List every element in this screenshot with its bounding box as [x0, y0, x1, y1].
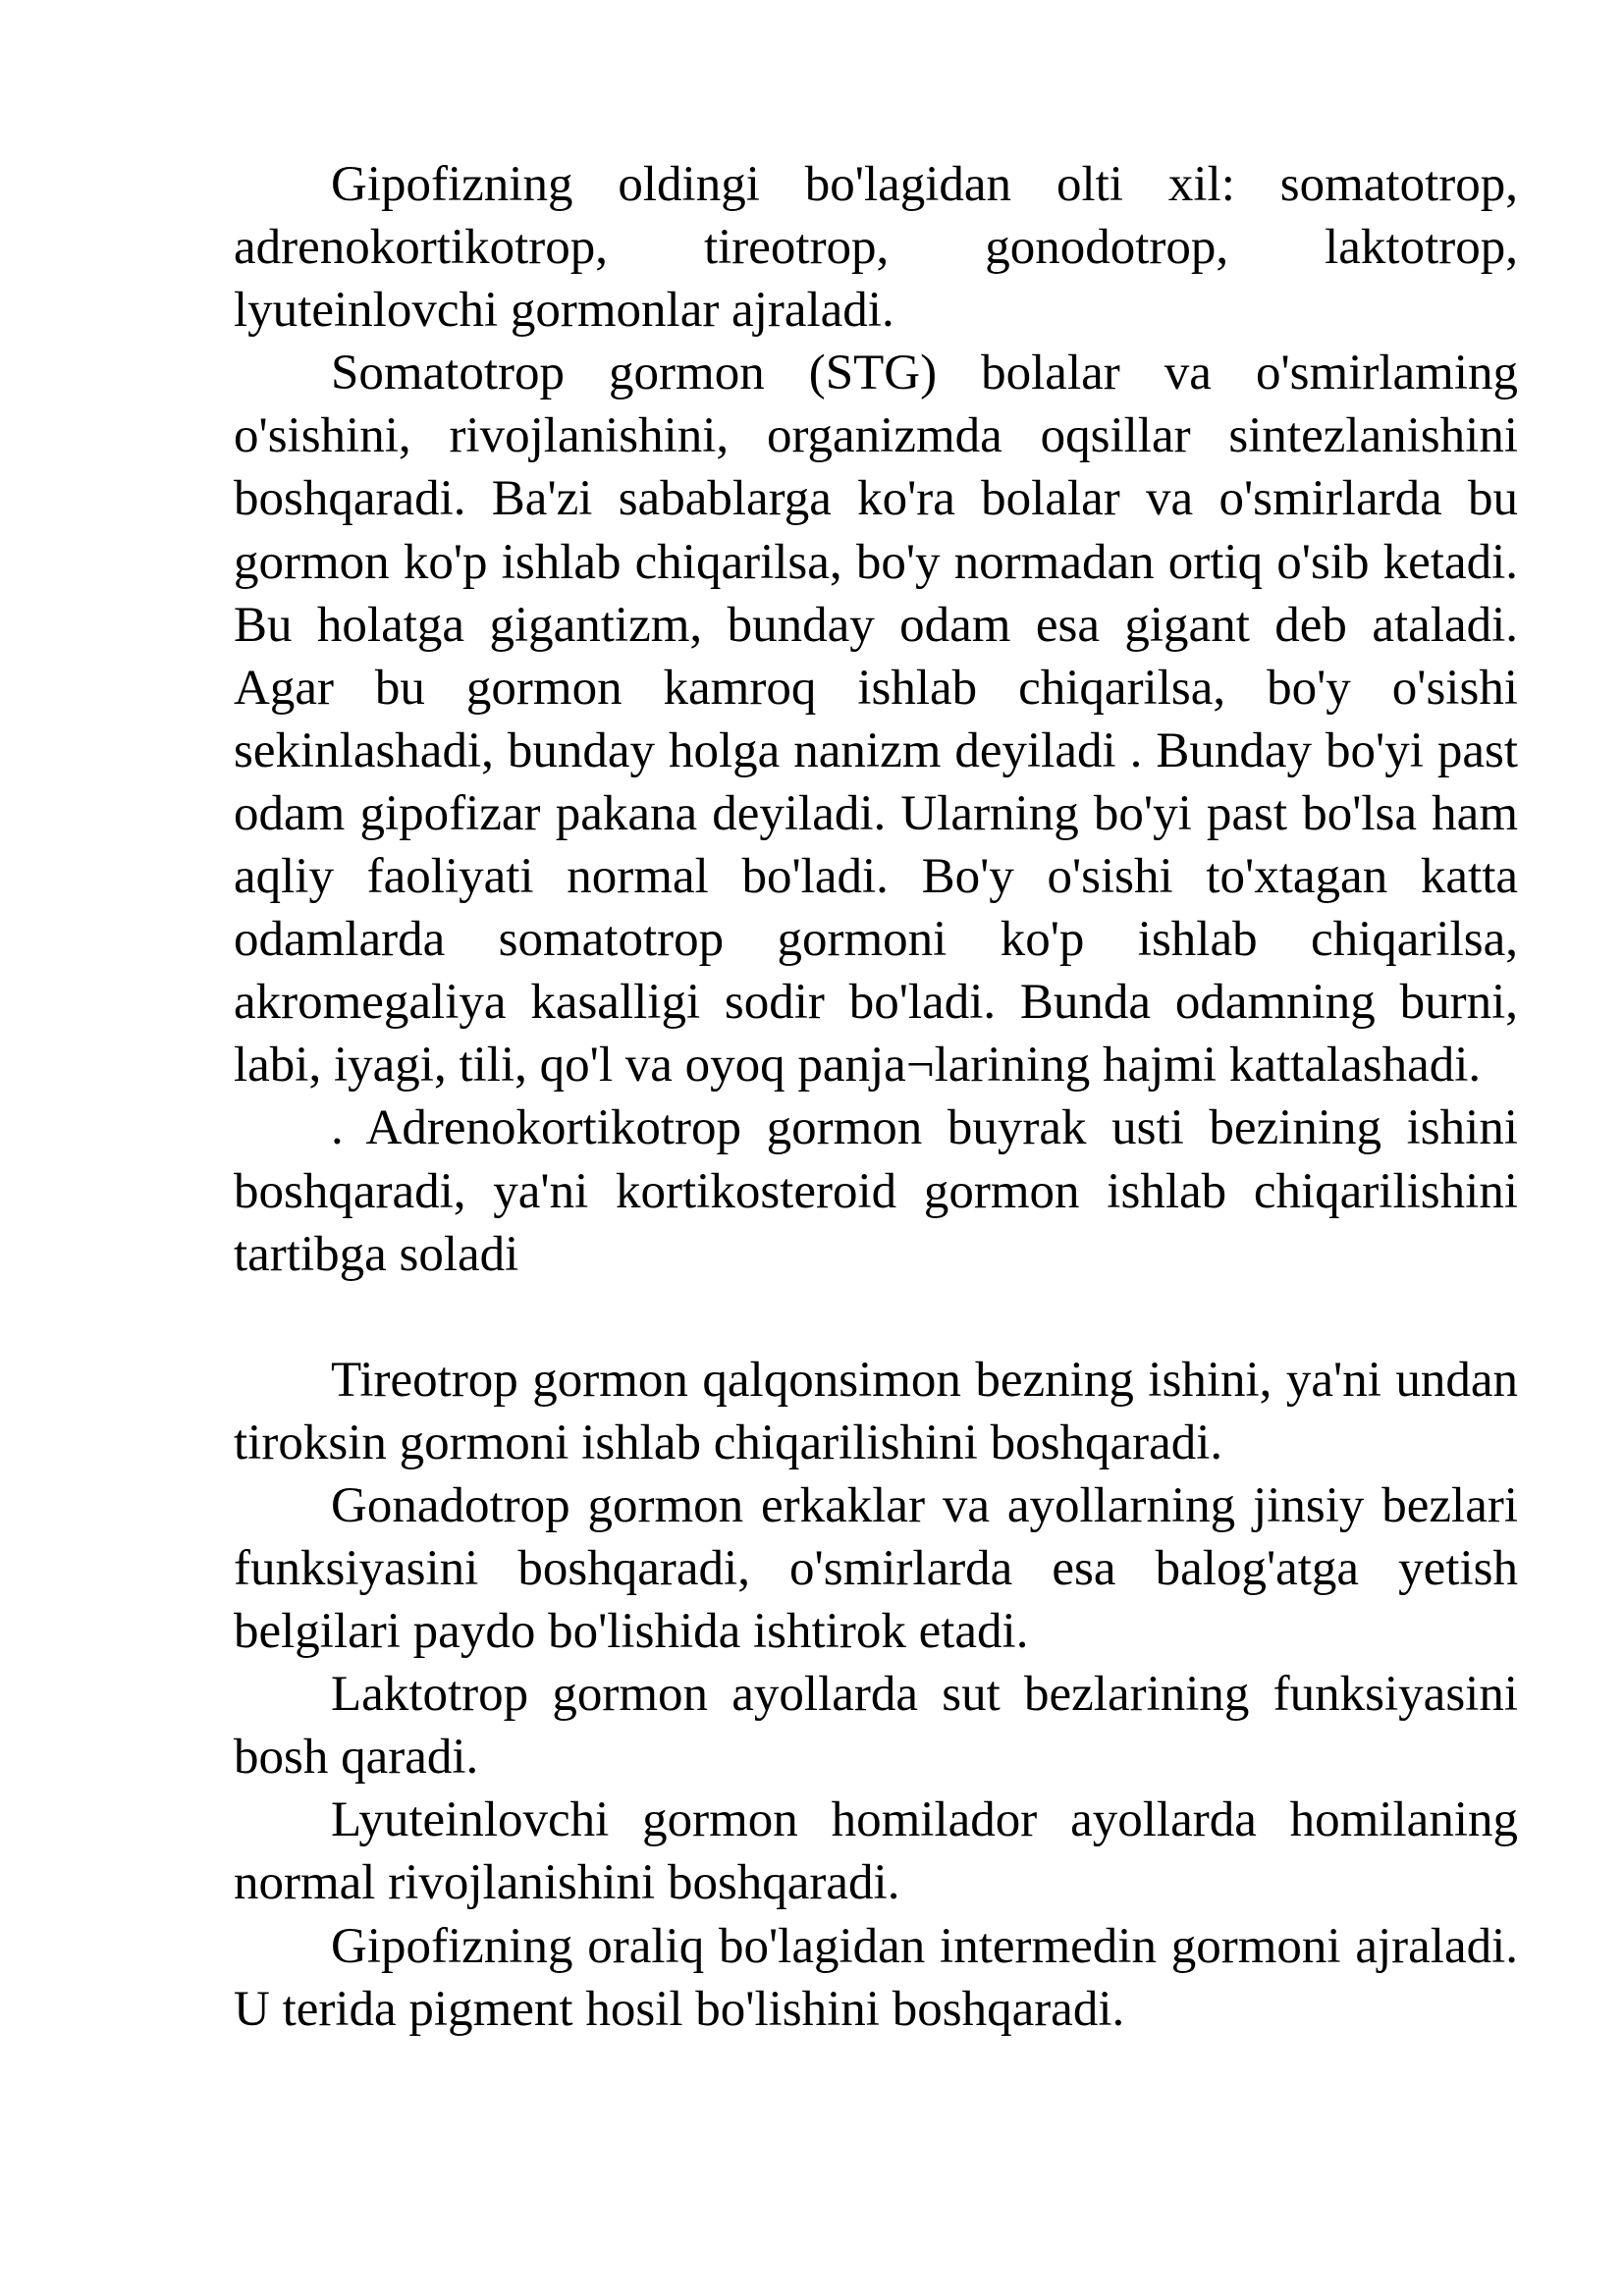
paragraph-somatotropic-hormone: Somatotrop gormon (STG) bolalar va o'smirlaming o'sishini, rivojlanishini, organizmda oqsillar sintezlanishini boshqaradi. Ba'zi sabablarga ko'ra bolalar va o'smirlarda bu gormon ko'p ishlab chiqarilsa, bo'y normadan ortiq o'sib ketadi. Bu holatga gigantizm, bunday odam esa gigant deb ataladi. Agar bu gormon kamroq ishlab chiqarilsa, bo'y o'sishi sekinlashadi, bunday holga nanizm deyiladi . Bunday bo'yi past odam gipofizar pakana deyiladi. Ularning bo'yi past bo'lsa ham aqliy faoliyati normal bo'ladi. Bo'y o'sishi to'xtagan katta odamlarda somatotrop gormoni ko'p ishlab chiqarilsa, akromegaliya kasalligi sodir bo'ladi. Bunda odamning burni, labi, iyagi, tili, qo'l va oyoq panja¬larining hajmi kattalashadi.	[234, 346, 1518, 1094]
paragraph-gonadotropic-hormone: Gonadotrop gormon erkaklar va ayollarning jinsiy bezlari funksiyasini boshqaradi, o'smirlarda esa balog'atga yetish belgilari paydo bo'lishida ishtirok etadi.	[234, 1477, 1518, 1660]
paragraph-adrenocorticotropic-hormone: . Adrenokortikotrop gormon buyrak usti bezining ishini boshqaradi, ya'ni kortikosteroid gormon ishlab chiqarilishini tartibga soladi	[234, 1100, 1518, 1282]
paragraph-lactotropic-hormone: Laktotrop gormon ayollarda sut bezlarining funksiyasini bosh qaradi.	[234, 1667, 1518, 1786]
document-page	[234, 153, 1518, 2041]
blank-line	[234, 1286, 1518, 1349]
paragraph-anterior-pituitary-hormones: Gipofizning oldingi bo'lagidan olti xil: somatotrop, adrenokortikotrop, tireotrop, gonodotrop, laktotrop, lyuteinlovchi gormonlar ajraladi.	[234, 157, 1518, 339]
paragraph-luteinizing-hormone: Lyuteinlovchi gormon homilador ayollarda homilaning normal rivojlanishini boshqaradi.	[234, 1792, 1518, 1911]
paragraph-intermediate-lobe: Gipofizning oraliq bo'lagidan intermedin gormoni ajraladi. U terida pigment hosil bo'lishini boshqaradi.	[234, 1918, 1518, 2037]
paragraph-thyrotropic-hormone: Tireotrop gormon qalqonsimon bezning ishini, ya'ni undan tiroksin gormoni ishlab chiqarilishini boshqaradi.	[234, 1352, 1518, 1470]
